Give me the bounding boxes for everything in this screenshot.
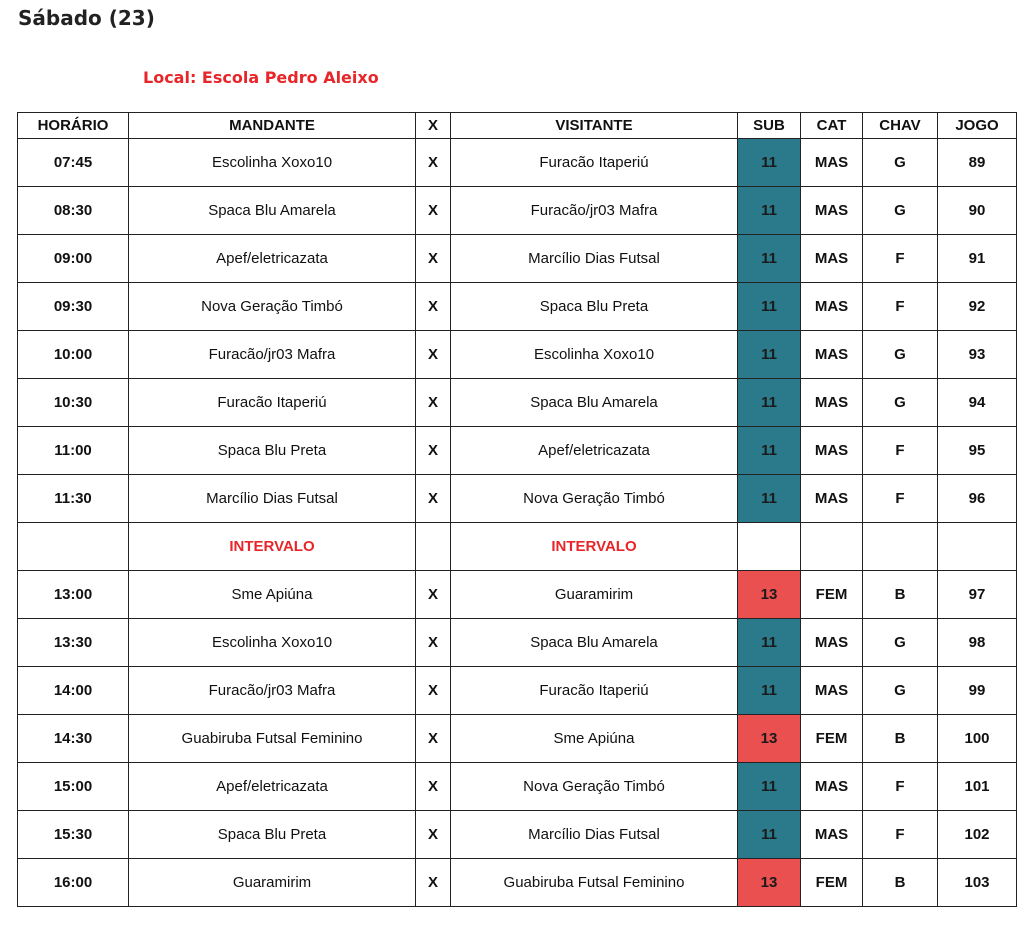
cell-x: X bbox=[416, 283, 451, 331]
cell-x bbox=[416, 523, 451, 571]
cell-time: 07:45 bbox=[18, 139, 129, 187]
cell-away-interval: INTERVALO bbox=[451, 523, 738, 571]
cell-game: 92 bbox=[938, 283, 1017, 331]
cell-away: Guabiruba Futsal Feminino bbox=[451, 859, 738, 907]
cell-home: Sme Apiúna bbox=[129, 571, 416, 619]
cell-home: Escolinha Xoxo10 bbox=[129, 619, 416, 667]
table-row bbox=[18, 763, 1017, 811]
cell-x: X bbox=[416, 331, 451, 379]
header-cat: CAT bbox=[801, 113, 863, 139]
cell-time: 11:30 bbox=[18, 475, 129, 523]
cell-away: Escolinha Xoxo10 bbox=[451, 331, 738, 379]
cell-home: Spaca Blu Preta bbox=[129, 427, 416, 475]
cell-x: X bbox=[416, 475, 451, 523]
cell-game: 101 bbox=[938, 763, 1017, 811]
table-row bbox=[18, 379, 1017, 427]
cell-sub: 11 bbox=[738, 427, 801, 475]
cell-away: Furacão Itaperiú bbox=[451, 139, 738, 187]
table-row bbox=[18, 139, 1017, 187]
table-row bbox=[18, 715, 1017, 763]
header-game: JOGO bbox=[938, 113, 1017, 139]
cell-game: 98 bbox=[938, 619, 1017, 667]
table-row bbox=[18, 283, 1017, 331]
cell-game: 94 bbox=[938, 379, 1017, 427]
cell-away: Spaca Blu Preta bbox=[451, 283, 738, 331]
cell-game: 103 bbox=[938, 859, 1017, 907]
cell-away: Nova Geração Timbó bbox=[451, 475, 738, 523]
cell-sub: 11 bbox=[738, 235, 801, 283]
table-header-row bbox=[18, 113, 1017, 139]
cell-time: 16:00 bbox=[18, 859, 129, 907]
cell-sub: 11 bbox=[738, 475, 801, 523]
cell-time: 09:30 bbox=[18, 283, 129, 331]
cell-chav: F bbox=[863, 811, 938, 859]
cell-away: Spaca Blu Amarela bbox=[451, 619, 738, 667]
header-home: MANDANTE bbox=[129, 113, 416, 139]
cell-away: Marcílio Dias Futsal bbox=[451, 811, 738, 859]
header-time: HORÁRIO bbox=[18, 113, 129, 139]
cell-x: X bbox=[416, 427, 451, 475]
cell-cat: FEM bbox=[801, 859, 863, 907]
cell-x: X bbox=[416, 379, 451, 427]
cell-time bbox=[18, 523, 129, 571]
cell-x: X bbox=[416, 619, 451, 667]
cell-game: 95 bbox=[938, 427, 1017, 475]
cell-x: X bbox=[416, 139, 451, 187]
cell-x: X bbox=[416, 859, 451, 907]
cell-home-interval: INTERVALO bbox=[129, 523, 416, 571]
cell-game: 99 bbox=[938, 667, 1017, 715]
cell-cat: MAS bbox=[801, 331, 863, 379]
cell-chav: F bbox=[863, 475, 938, 523]
cell-away: Furacão Itaperiú bbox=[451, 667, 738, 715]
cell-time: 14:30 bbox=[18, 715, 129, 763]
cell-chav: B bbox=[863, 859, 938, 907]
header-sub: SUB bbox=[738, 113, 801, 139]
cell-home: Spaca Blu Preta bbox=[129, 811, 416, 859]
cell-sub: 11 bbox=[738, 139, 801, 187]
table-row bbox=[18, 235, 1017, 283]
cell-time: 13:00 bbox=[18, 571, 129, 619]
cell-sub: 13 bbox=[738, 715, 801, 763]
cell-chav: G bbox=[863, 379, 938, 427]
cell-home: Furacão/jr03 Mafra bbox=[129, 667, 416, 715]
cell-chav: B bbox=[863, 571, 938, 619]
cell-chav: G bbox=[863, 667, 938, 715]
cell-cat bbox=[801, 523, 863, 571]
cell-sub: 13 bbox=[738, 571, 801, 619]
cell-cat: MAS bbox=[801, 187, 863, 235]
cell-time: 11:00 bbox=[18, 427, 129, 475]
table-row bbox=[18, 187, 1017, 235]
cell-chav: G bbox=[863, 139, 938, 187]
cell-time: 10:30 bbox=[18, 379, 129, 427]
table-row bbox=[18, 475, 1017, 523]
cell-home: Guaramirim bbox=[129, 859, 416, 907]
cell-cat: MAS bbox=[801, 427, 863, 475]
table-row bbox=[18, 427, 1017, 475]
cell-away: Furacão/jr03 Mafra bbox=[451, 187, 738, 235]
cell-home: Escolinha Xoxo10 bbox=[129, 139, 416, 187]
cell-home: Apef/eletricazata bbox=[129, 763, 416, 811]
cell-chav: G bbox=[863, 331, 938, 379]
cell-chav: B bbox=[863, 715, 938, 763]
cell-time: 10:00 bbox=[18, 331, 129, 379]
cell-cat: MAS bbox=[801, 763, 863, 811]
cell-game bbox=[938, 523, 1017, 571]
cell-chav: F bbox=[863, 235, 938, 283]
cell-chav bbox=[863, 523, 938, 571]
header-x: X bbox=[416, 113, 451, 139]
cell-sub: 11 bbox=[738, 331, 801, 379]
cell-cat: FEM bbox=[801, 715, 863, 763]
cell-cat: MAS bbox=[801, 475, 863, 523]
table-row bbox=[18, 571, 1017, 619]
cell-cat: FEM bbox=[801, 571, 863, 619]
cell-game: 93 bbox=[938, 331, 1017, 379]
cell-away: Guaramirim bbox=[451, 571, 738, 619]
cell-game: 102 bbox=[938, 811, 1017, 859]
cell-sub: 13 bbox=[738, 859, 801, 907]
cell-away: Apef/eletricazata bbox=[451, 427, 738, 475]
header-chav: CHAV bbox=[863, 113, 938, 139]
cell-time: 15:30 bbox=[18, 811, 129, 859]
cell-sub: 11 bbox=[738, 379, 801, 427]
cell-x: X bbox=[416, 571, 451, 619]
cell-home: Spaca Blu Amarela bbox=[129, 187, 416, 235]
table-row bbox=[18, 667, 1017, 715]
cell-chav: F bbox=[863, 283, 938, 331]
cell-cat: MAS bbox=[801, 811, 863, 859]
cell-game: 96 bbox=[938, 475, 1017, 523]
cell-sub bbox=[738, 523, 801, 571]
cell-x: X bbox=[416, 667, 451, 715]
cell-sub: 11 bbox=[738, 283, 801, 331]
schedule-table bbox=[17, 112, 1017, 907]
header-away: VISITANTE bbox=[451, 113, 738, 139]
cell-away: Sme Apiúna bbox=[451, 715, 738, 763]
cell-cat: MAS bbox=[801, 667, 863, 715]
cell-cat: MAS bbox=[801, 283, 863, 331]
cell-sub: 11 bbox=[738, 187, 801, 235]
cell-chav: F bbox=[863, 427, 938, 475]
cell-home: Apef/eletricazata bbox=[129, 235, 416, 283]
cell-cat: MAS bbox=[801, 139, 863, 187]
cell-home: Marcílio Dias Futsal bbox=[129, 475, 416, 523]
cell-game: 89 bbox=[938, 139, 1017, 187]
cell-chav: G bbox=[863, 619, 938, 667]
interval-row bbox=[18, 523, 1017, 571]
venue-label: Local: Escola Pedro Aleixo bbox=[143, 68, 379, 87]
page-title: Sábado (23) bbox=[18, 6, 155, 30]
cell-time: 14:00 bbox=[18, 667, 129, 715]
cell-sub: 11 bbox=[738, 619, 801, 667]
cell-x: X bbox=[416, 763, 451, 811]
cell-game: 100 bbox=[938, 715, 1017, 763]
cell-away: Nova Geração Timbó bbox=[451, 763, 738, 811]
cell-cat: MAS bbox=[801, 619, 863, 667]
cell-chav: F bbox=[863, 763, 938, 811]
cell-x: X bbox=[416, 187, 451, 235]
cell-home: Furacão Itaperiú bbox=[129, 379, 416, 427]
table-row bbox=[18, 331, 1017, 379]
cell-away: Marcílio Dias Futsal bbox=[451, 235, 738, 283]
cell-x: X bbox=[416, 235, 451, 283]
cell-game: 97 bbox=[938, 571, 1017, 619]
table-row bbox=[18, 619, 1017, 667]
cell-cat: MAS bbox=[801, 235, 863, 283]
table-row bbox=[18, 811, 1017, 859]
cell-sub: 11 bbox=[738, 667, 801, 715]
cell-time: 15:00 bbox=[18, 763, 129, 811]
cell-sub: 11 bbox=[738, 811, 801, 859]
cell-time: 08:30 bbox=[18, 187, 129, 235]
cell-game: 90 bbox=[938, 187, 1017, 235]
cell-x: X bbox=[416, 715, 451, 763]
cell-time: 13:30 bbox=[18, 619, 129, 667]
cell-away: Spaca Blu Amarela bbox=[451, 379, 738, 427]
cell-chav: G bbox=[863, 187, 938, 235]
table-row bbox=[18, 859, 1017, 907]
cell-home: Furacão/jr03 Mafra bbox=[129, 331, 416, 379]
cell-cat: MAS bbox=[801, 379, 863, 427]
cell-home: Nova Geração Timbó bbox=[129, 283, 416, 331]
cell-time: 09:00 bbox=[18, 235, 129, 283]
cell-x: X bbox=[416, 811, 451, 859]
cell-game: 91 bbox=[938, 235, 1017, 283]
cell-sub: 11 bbox=[738, 763, 801, 811]
cell-home: Guabiruba Futsal Feminino bbox=[129, 715, 416, 763]
